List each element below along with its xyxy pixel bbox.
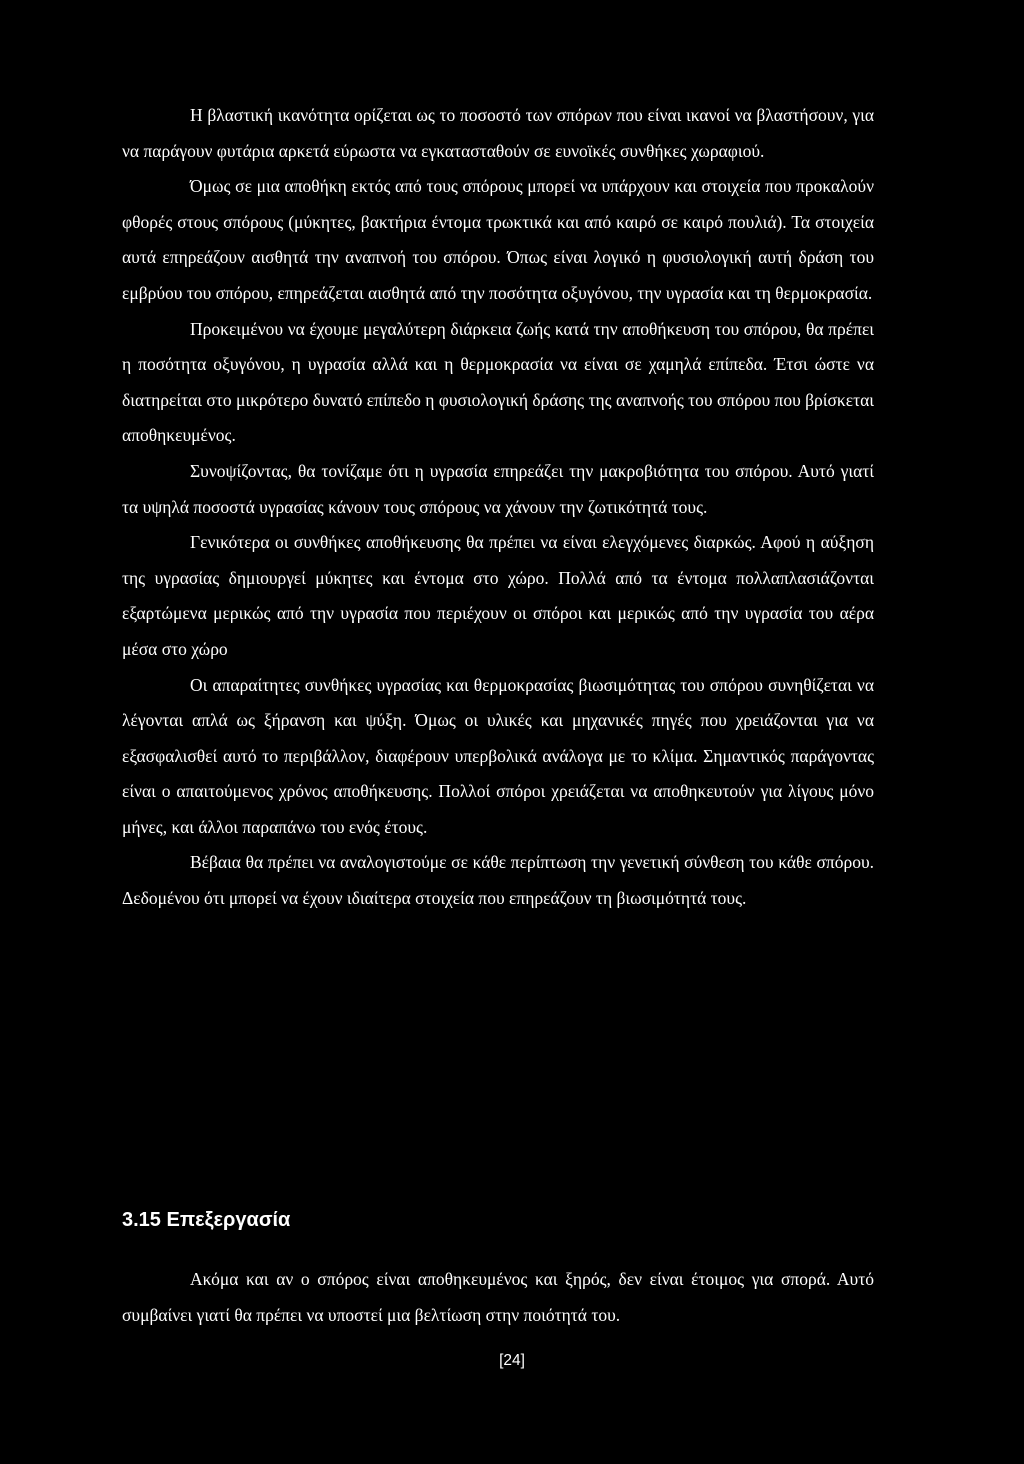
paragraph-oxygen-humidity: Προκειμένου να έχουμε μεγαλύτερη διάρκεια ζωής κατά την αποθήκευση του σπόρου, θα πρέπει η ποσότητα οξυγόνου, η υγρασία αλλά και η θερμοκρασία να είναι σε χαμηλά επίπεδα. Έτσι ώστε να διατηρείται στο μικρότερο δυνατό επίπεδο η φυσιολογική δράσης της αναπνοής του σπόρου που βρίσκεται αποθηκευμένος. — [122, 318, 874, 446]
paragraph-processing: Ακόμα και αν ο σπόρος είναι αποθηκευμένος και ξηρός, δεν είναι έτοιμος για σπορά. Αυτό συμβαίνει γιατί θα πρέπει να υποστεί μια βελτίωση στην ποιότητά του. — [122, 1269, 874, 1325]
paragraph-drying-cooling: Οι απαραίτητες συνθήκες υγρασίας και θερμοκρασίας βιωσιμότητας του σπόρου συνηθίζεται να λέγονται απλά ως ξήρανση και ψύξη. Όμως οι υλικές και μηχανικές πηγές που χρειάζονται για να εξασφαλισθεί αυτό το περιβάλλον, διαφέρουν υπερβολικά ανάλογα με το κλίμα. Σημαντικός παράγοντας είναι ο απαιτούμενος χρόνος αποθήκευσης. Πολλοί σπόροι χρειάζεται να αποθηκευτούν για λίγους μόνο μήνες, και άλλοι παραπάνω του ενός έτους. — [122, 674, 874, 837]
paragraph-storage-damage: Όμως σε μια αποθήκη εκτός από τους σπόρους μπορεί να υπάρχουν και στοιχεία που προκαλούν φθορές στους σπόρους (μύκητες, βακτήρια έντομα τρωκτικά και από καιρό σε καιρό πουλιά). Τα στοιχεία αυτά επηρεάζουν αισθητά την αναπνοή του σπόρου. Όπως είναι λογικό η φυσιολογική αυτή δράση του εμβρύου του σπόρου, επηρεάζεται αισθητά από την ποσότητα οξυγόνου, την υγρασία και τη θερμοκρασία. — [122, 176, 874, 303]
section-body — [122, 1262, 874, 1333]
section-heading: 3.15 Επεξεργασία — [122, 1209, 291, 1231]
body-text — [122, 98, 874, 917]
paragraph-genetic-composition: Βέβαια θα πρέπει να αναλογιστούμε σε κάθε περίπτωση την γενετική σύνθεση του κάθε σπόρου. Δεδομένου ότι μπορεί να έχουν ιδιαίτερα στοιχεία που επηρεάζουν τη βιωσιμότητά τους. — [122, 852, 874, 909]
paragraph-summary-humidity: Συνοψίζοντας, θα τονίζαμε ότι η υγρασία επηρεάζει την μακροβιότητα του σπόρου. Αυτό γιατί τα υψηλά ποσοστά υγρασίας κάνουν τους σπόρους να χάνουν την ζωτικότητά τους. — [122, 460, 874, 517]
paragraph-storage-conditions: Γενικότερα οι συνθήκες αποθήκευσης θα πρέπει να είναι ελεγχόμενες διαρκώς. Αφού η αύξηση της υγρασίας δημιουργεί μύκητες και έντομα στο χώρο. Πολλά από τα έντομα πολλαπλασιάζονται εξαρτώμενα μερικώς από την υγρασία που περιέχουν οι σπόροι και μερικώς από την υγρασία του αέρα μέσα στο χώρο — [122, 532, 874, 659]
paragraph-germination: Η βλαστική ικανότητα ορίζεται ως το ποσοστό των σπόρων που είναι ικανοί να βλαστήσουν, για να παράγουν φυτάρια αρκετά εύρωστα να εγκατασταθούν σε ευνοϊκές συνθήκες χωραφιού. — [122, 105, 874, 161]
page-number: [24] — [499, 1352, 525, 1369]
